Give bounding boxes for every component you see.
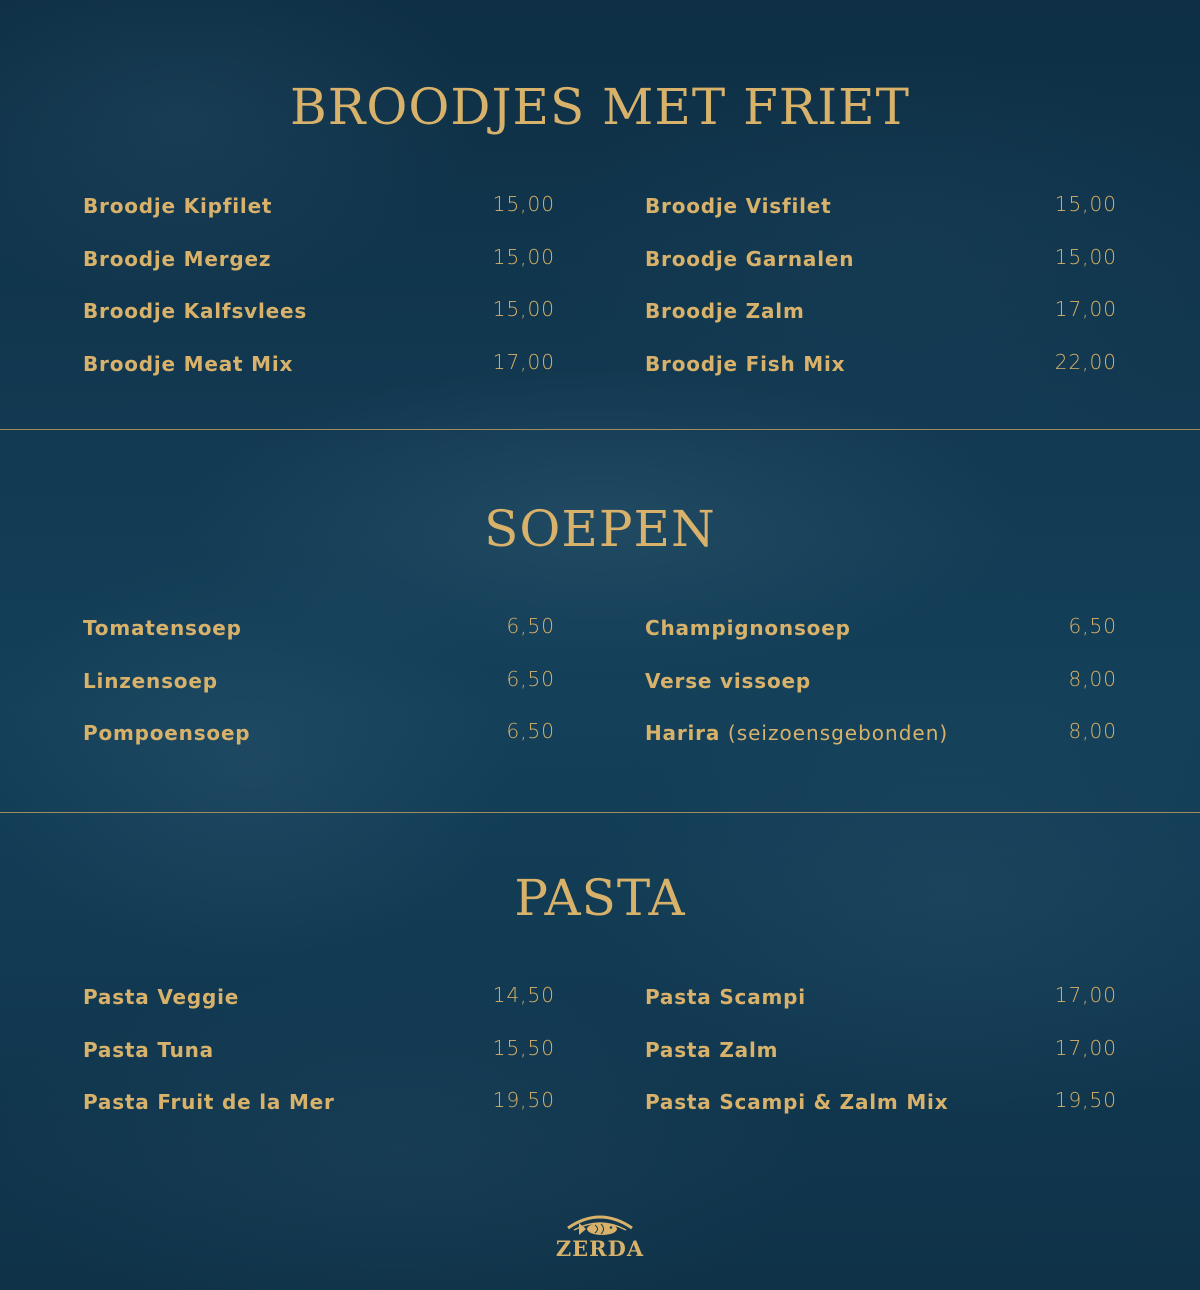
logo-text: ZERDA — [555, 1236, 645, 1261]
item-name: Pasta Veggie — [83, 985, 240, 1009]
menu-item — [645, 1090, 1117, 1143]
menu-item — [645, 349, 1117, 405]
menu-item — [645, 616, 1117, 669]
menu-column-left — [83, 985, 555, 1143]
section-divider — [0, 812, 1200, 813]
item-name: Champignonsoep — [645, 616, 851, 640]
item-name: Tomatensoep — [83, 616, 242, 640]
item-price: 8,00 — [1068, 719, 1117, 743]
item-price: 15,00 — [492, 244, 555, 269]
menu-item — [83, 1035, 555, 1091]
item-note: (seizoensgebonden) — [727, 721, 949, 745]
menu-item — [83, 194, 555, 247]
section-divider — [0, 429, 1200, 430]
item-name: Verse vissoep — [645, 668, 811, 693]
item-price: 15,00 — [1054, 244, 1117, 269]
menu-item — [645, 666, 1117, 722]
section-title: BROODJES MET FRIET — [289, 78, 911, 136]
item-price: 15,00 — [1054, 192, 1117, 216]
menu-item — [83, 616, 555, 669]
item-name: Linzensoep — [83, 668, 218, 693]
menu-item — [645, 985, 1117, 1038]
menu-item — [645, 721, 1117, 774]
menu-item — [83, 721, 555, 774]
item-price: 22,00 — [1054, 349, 1117, 374]
item-price: 19,50 — [1054, 1088, 1117, 1112]
menu-item — [645, 299, 1117, 352]
item-price: 17,00 — [1054, 983, 1117, 1007]
menu-item — [83, 1090, 555, 1143]
menu-column-right — [645, 985, 1117, 1143]
item-name: Broodje Kipfilet — [83, 194, 273, 218]
item-name-text: Harira — [645, 721, 721, 745]
menu-column-left — [83, 616, 555, 774]
item-price: 19,50 — [492, 1088, 555, 1112]
item-name: Broodje Meat Mix — [83, 351, 294, 376]
menu-item — [83, 244, 555, 300]
item-price: 17,00 — [492, 349, 555, 374]
section-title: SOEPEN — [484, 500, 716, 558]
item-price: 17,00 — [1054, 1035, 1117, 1060]
item-name — [645, 721, 948, 745]
section-title: PASTA — [514, 869, 686, 927]
item-price: 8,00 — [1068, 666, 1117, 691]
item-name: Broodje Visfilet — [645, 194, 832, 218]
item-price: 14,50 — [492, 983, 555, 1007]
item-name: Pompoensoep — [83, 721, 251, 745]
item-name: Pasta Fruit de la Mer — [83, 1090, 335, 1114]
item-name: Pasta Zalm — [645, 1037, 779, 1062]
item-name: Broodje Fish Mix — [645, 351, 846, 376]
item-price: 15,50 — [492, 1035, 555, 1060]
item-price: 15,00 — [492, 192, 555, 216]
menu-item — [83, 666, 555, 722]
zerda-logo — [550, 1208, 650, 1264]
menu-item — [645, 1035, 1117, 1091]
menu-item — [83, 985, 555, 1038]
menu-item — [645, 244, 1117, 300]
item-name: Broodje Zalm — [645, 299, 805, 323]
menu-column-left — [83, 194, 555, 404]
item-price: 6,50 — [506, 719, 555, 743]
item-name: Broodje Kalfsvlees — [83, 299, 308, 323]
item-name: Pasta Scampi — [645, 985, 806, 1009]
item-price: 6,50 — [506, 666, 555, 691]
item-name: Pasta Scampi & Zalm Mix — [645, 1090, 949, 1114]
item-price: 17,00 — [1054, 297, 1117, 321]
item-name: Broodje Garnalen — [645, 246, 855, 271]
item-name: Pasta Tuna — [83, 1037, 214, 1062]
menu-column-right — [645, 616, 1117, 774]
item-name: Broodje Mergez — [83, 246, 272, 271]
item-price: 6,50 — [506, 614, 555, 638]
item-price: 15,00 — [492, 297, 555, 321]
menu-item — [645, 194, 1117, 247]
menu-column-right — [645, 194, 1117, 404]
menu-item — [83, 349, 555, 405]
menu-item — [83, 299, 555, 352]
item-price: 6,50 — [1068, 614, 1117, 638]
